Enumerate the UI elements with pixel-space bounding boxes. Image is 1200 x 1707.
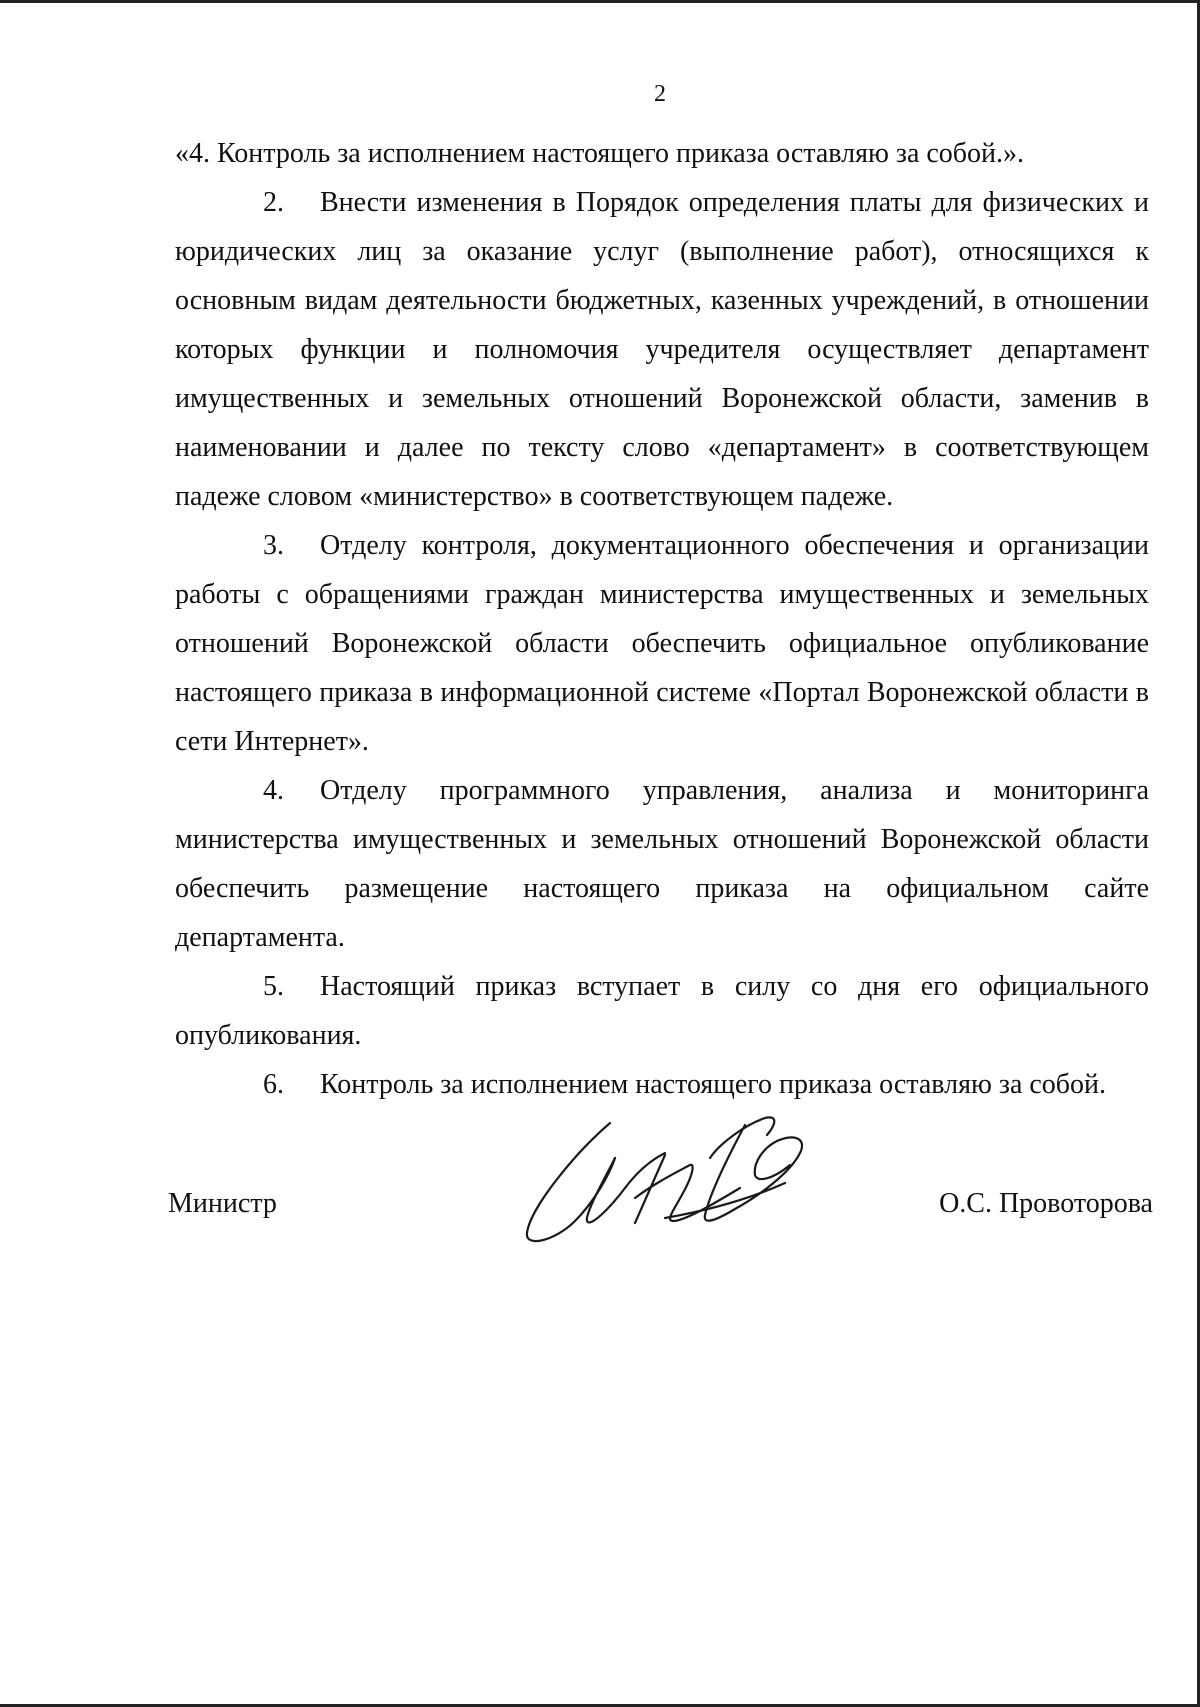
paragraph-text: Отделу программного управления, анализа и мониторинга министерства имущественных и земельных отношений Воронежской области обеспечить размещение настоящего приказа на официальном сайте департамента. <box>175 775 1149 953</box>
paragraph-number: 5. <box>263 971 284 1002</box>
signatory-name: О.С. Провоторова <box>939 1188 1153 1219</box>
page-number: 2 <box>654 81 666 107</box>
paragraph-number: 2. <box>263 187 284 218</box>
paragraph-text: Отделу контроля, документационного обеспечения и организации работы с обращениями граждан министерства имущественных и земельных отношений Воронежской области обеспечить официальное опубликование настоящего приказа в информационной системе «Портал Воронежской области в сети Интернет». <box>175 530 1149 757</box>
paragraph-text: Настоящий приказ вступает в силу со дня его официального опубликования. <box>175 971 1149 1051</box>
handwritten-signature <box>515 1103 820 1248</box>
paragraph-text: Контроль за исполнением настоящего приказа оставляю за собой. <box>320 1069 1107 1100</box>
paragraph-3 <box>175 521 1149 766</box>
paragraph-6 <box>175 1060 1149 1109</box>
paragraph-2 <box>175 178 1149 521</box>
paragraph-number: 6. <box>263 1069 284 1100</box>
signatory-position: Министр <box>168 1188 277 1219</box>
paragraph-5 <box>175 962 1149 1060</box>
paragraph-number: 3. <box>263 530 284 561</box>
paragraph-text: «4. Контроль за исполнением настоящего приказа оставляю за собой.». <box>175 138 1025 169</box>
document-body <box>175 129 1149 1109</box>
paragraph-text: Внести изменения в Порядок определения платы для физических и юридических лиц за оказание услуг (выполнение работ), относящихся к основным видам деятельности бюджетных, казенных учреждений, в отношении которых функции и полномочия учредителя осуществляет департамент имущественных и земельных отношений Воронежской области, заменив в наименовании и далее по тексту слово «департамент» в соответствующем падеже словом «министерство» в соответствующем падеже. <box>175 187 1149 512</box>
paragraph-number: 4. <box>263 775 284 806</box>
quoted-paragraph <box>175 129 1149 178</box>
paragraph-4 <box>175 766 1149 962</box>
